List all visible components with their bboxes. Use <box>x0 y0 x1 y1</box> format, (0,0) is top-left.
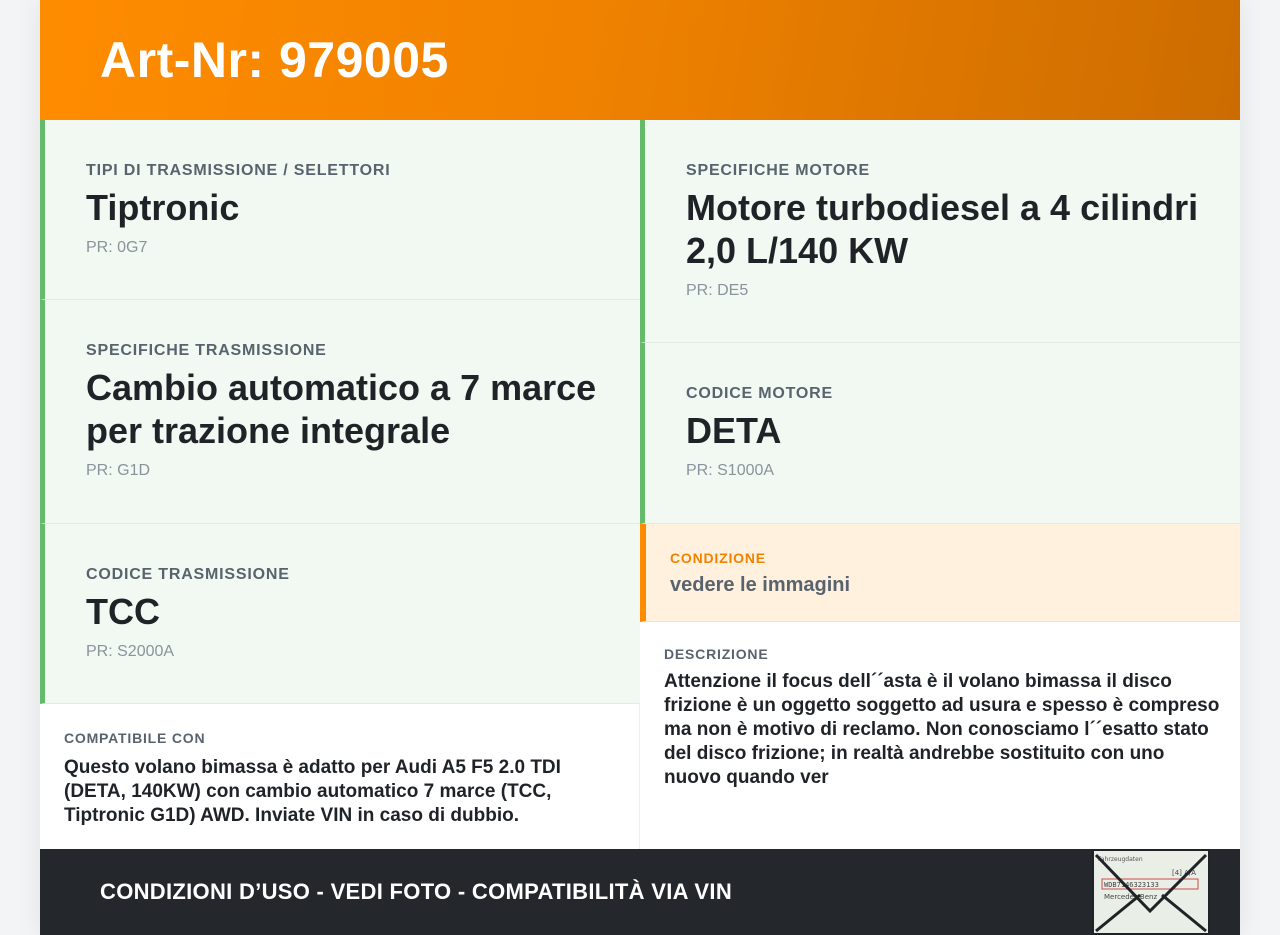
spec-label: CODICE TRASMISSIONE <box>86 566 290 583</box>
spec-pr-code: PR: G1D <box>86 462 151 479</box>
thumb-line-1: Fahrzeugdaten <box>1098 856 1143 863</box>
spec-value: Cambio automatico a 7 marce per trazione integrale <box>86 367 597 451</box>
spec-value: DETA <box>686 410 782 451</box>
spec-card-transmission-code <box>40 524 640 704</box>
condition-section <box>640 524 1240 622</box>
article-number-title: Art-Nr: 979005 <box>100 32 449 88</box>
thumb-line-3: WDB7146323133 <box>1104 881 1159 889</box>
compatibility-label: COMPATIBILE CON <box>64 730 206 746</box>
header-bar <box>40 0 1240 120</box>
description-text: Attenzione il focus dell´´asta è il volano bimassa il disco frizione è un oggetto soggetto ad usura e spesso è compreso ma non è motivo di reclamo. Non conosciamo l´´esatto stato del disco frizione; in realtà andrebbe sostituito con uno nuovo quando ver <box>664 671 1220 788</box>
mail-envelope-photo-icon[interactable] <box>1092 849 1210 935</box>
envelope-thumbnail-graphic <box>1094 851 1208 933</box>
description-section <box>640 622 1240 850</box>
spec-label: SPECIFICHE TRASMISSIONE <box>86 342 327 359</box>
spec-card-transmission-type <box>40 120 640 300</box>
description-label: DESCRIZIONE <box>664 646 769 662</box>
condition-text: vedere le immagini <box>670 574 851 596</box>
spec-label: CODICE MOTORE <box>686 385 834 402</box>
spec-label: SPECIFICHE MOTORE <box>686 162 870 179</box>
condition-label: CONDIZIONE <box>670 550 766 566</box>
spec-value: TCC <box>86 591 160 632</box>
footer-text: CONDIZIONI D’USO - VEDI FOTO - COMPATIBILITÀ VIA VIN <box>100 879 733 904</box>
spec-value: Motore turbodiesel a 4 cilindri 2,0 L/140 KW <box>686 187 1199 271</box>
spec-pr-code: PR: S2000A <box>86 643 175 660</box>
spec-card-engine-specs <box>640 120 1240 343</box>
compatibility-text: Questo volano bimassa è adatto per Audi A5 F5 2.0 TDI (DETA, 140KW) con cambio automatico 7 marce (TCC, Tiptronic G1D) AWD. Inviate VIN in caso di dubbio. <box>64 757 561 826</box>
left-column <box>40 120 640 850</box>
right-column <box>640 120 1240 850</box>
spec-pr-code: PR: S1000A <box>686 462 775 479</box>
spec-card-transmission-specs <box>40 300 640 524</box>
thumb-line-4: Mercedes-Benz <box>1104 893 1158 901</box>
spec-value: Tiptronic <box>86 187 240 228</box>
spec-label: TIPI DI TRASMISSIONE / SELETTORI <box>86 162 391 179</box>
column-divider <box>639 703 640 849</box>
product-sheet <box>40 0 1240 935</box>
spec-pr-code: PR: DE5 <box>686 282 749 299</box>
footer-bar <box>40 849 1240 935</box>
spec-pr-code: PR: 0G7 <box>86 239 148 256</box>
spec-card-engine-code <box>640 343 1240 524</box>
thumb-line-2: [4] A/A <box>1172 869 1197 877</box>
compatibility-section <box>40 704 640 850</box>
